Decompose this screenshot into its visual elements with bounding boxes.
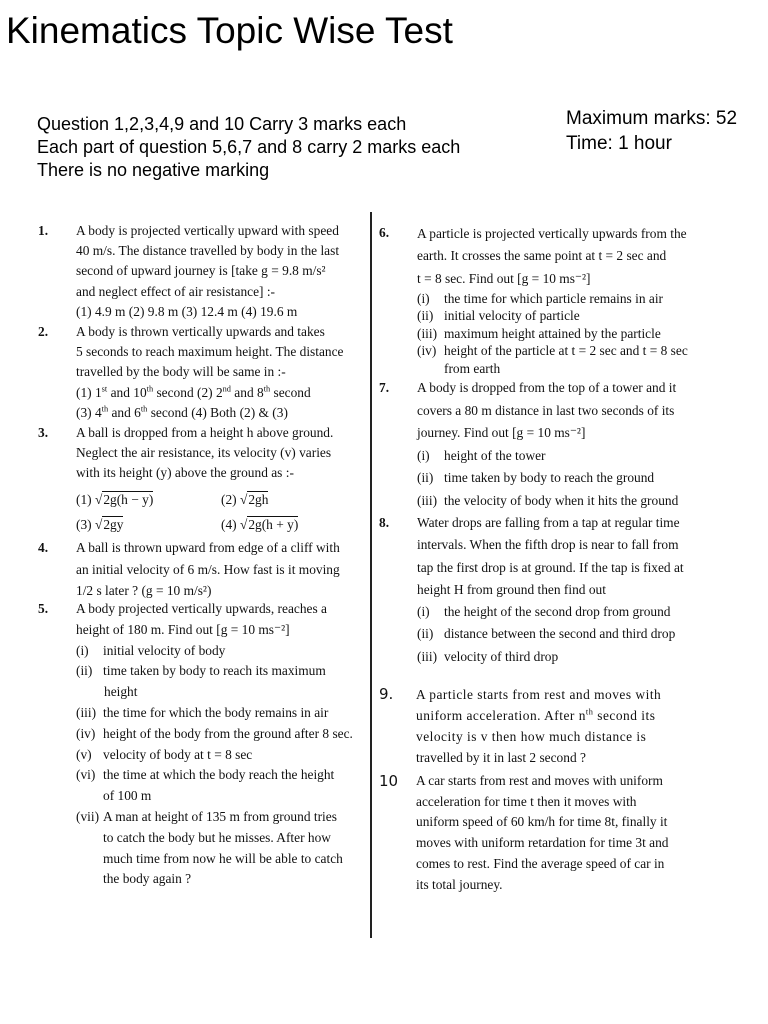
part-text: much time from now he will be able to catch	[103, 850, 343, 866]
question-text-line: acceleration for time t then it moves with	[416, 793, 637, 809]
option: (1) √2g(h − y)	[76, 491, 154, 507]
part-text: from earth	[444, 360, 501, 376]
option-expression: 2g(h + y)	[248, 516, 299, 532]
question-number: 4.	[38, 540, 49, 555]
question-part	[417, 342, 688, 377]
part-label: (i)	[417, 290, 430, 306]
instructions	[37, 113, 460, 182]
part-label: (i)	[417, 604, 430, 620]
page-title: Kinematics Topic Wise Test	[6, 10, 453, 51]
question-text-line: journey. Find out [g = 10 ms⁻²]	[417, 425, 586, 440]
option: (4) √2g(h + y)	[221, 516, 299, 532]
part-label: (iii)	[417, 492, 438, 508]
part-text: initial velocity of particle	[444, 308, 580, 324]
question-text-line: A body is thrown vertically upwards and takes	[76, 324, 325, 339]
option-expression: 2gh	[248, 491, 269, 507]
part-label: (iii)	[417, 648, 438, 664]
question-text-line: velocity is v then how much distance is	[416, 729, 647, 744]
part-text: to catch the body but he misses. After how	[103, 829, 331, 845]
question-number: 8.	[379, 515, 390, 530]
question-number: 5.	[38, 601, 49, 616]
part-text: height of the body from the ground after 8 sec.	[103, 725, 353, 741]
question-text-line: A car starts from rest and moves with uniform	[416, 773, 663, 788]
part-text: the body again ?	[103, 871, 192, 887]
part-text: the time at which the body reach the height	[103, 767, 335, 783]
question-text-line: moves with uniform retardation for time 3t and	[416, 835, 669, 851]
part-text: of 100 m	[103, 788, 152, 804]
question-text-line: an initial velocity of 6 m/s. How fast is it moving	[76, 561, 340, 577]
question-text-line: travelled by the body will be same in :-	[76, 364, 286, 380]
instruction-line: Question 1,2,3,4,9 and 10 Carry 3 marks each	[37, 114, 407, 134]
part-text: time taken by body to reach its maximum	[103, 663, 326, 679]
question-text-line: Neglect the air resistance, its velocity (v) varies	[76, 445, 332, 461]
answer-options: (3) 4th and 6th second (4) Both (2) & (3)	[76, 404, 288, 420]
question-text-line: covers a 80 m distance in last two seconds of its	[417, 402, 675, 418]
question-text-line: tap the first drop is at ground. If the tap is fixed at	[417, 559, 684, 575]
option-expression: 2gy	[103, 516, 124, 532]
question-text-line: uniform speed of 60 km/h for time 8t, finally it	[416, 814, 668, 830]
part-text: velocity of body at t = 8 sec	[103, 746, 253, 762]
question-part	[417, 601, 684, 623]
question-text-line: 5 seconds to reach maximum height. The distance	[76, 344, 344, 360]
option: (2) √2gh	[221, 491, 269, 507]
question-text-line: A particle starts from rest and moves with	[416, 687, 662, 702]
part-label: (i)	[417, 447, 430, 463]
part-label: (v)	[76, 746, 92, 762]
marks-and-time	[566, 106, 737, 156]
question-text-line: A body is dropped from the top of a tower and it	[417, 380, 677, 395]
answer-options	[76, 514, 366, 536]
answer-options	[76, 489, 366, 511]
part-label: (iv)	[76, 725, 96, 741]
question-part	[76, 641, 353, 662]
question-part	[76, 807, 353, 890]
answer-options: (1) 1st and 10th second (2) 2nd and 8th second	[76, 384, 311, 400]
part-text: the time for which particle remains in air	[444, 290, 664, 306]
question-number: 2.	[38, 324, 49, 339]
part-label: (iv)	[417, 343, 437, 359]
question-text-line: A particle is projected vertically upwards from the	[417, 226, 687, 241]
question-text-line: uniform acceleration. After $n^{th}$ second its	[416, 707, 656, 723]
part-text: height	[104, 684, 138, 700]
question-part	[417, 307, 688, 324]
question-text-line: and neglect effect of air resistance] :-	[76, 283, 276, 299]
part-label: (iii)	[76, 704, 97, 720]
question-text-line: Water drops are falling from a tap at regular time	[417, 515, 680, 530]
question-number: 7.	[379, 380, 390, 395]
question-text-line: 40 m/s. The distance travelled by body in the last	[76, 243, 340, 259]
question-text-line: comes to rest. Find the average speed of car in	[416, 855, 665, 871]
part-label: (ii)	[417, 308, 434, 324]
part-text: height of the particle at t = 2 sec and t = 8 sec	[444, 343, 688, 359]
question-text-line: with its height (y) above the ground as :-	[76, 465, 294, 481]
instruction-line: There is no negative marking	[37, 160, 270, 180]
question-text-line: A ball is dropped from a height h above ground.	[76, 425, 334, 440]
column-divider	[370, 212, 372, 938]
option-label: (4)	[221, 516, 237, 532]
question-part	[76, 724, 353, 745]
question-part	[417, 490, 678, 513]
question-text-line: A body projected vertically upwards, reaches a	[76, 601, 327, 616]
part-label: (vii)	[76, 808, 100, 824]
part-text: time taken by body to reach the ground	[444, 470, 655, 485]
part-text: velocity of third drop	[444, 648, 559, 664]
part-label: (ii)	[417, 470, 434, 485]
question-text-line: A body is projected vertically upward with speed	[76, 223, 339, 238]
question-part	[417, 467, 678, 490]
option-expression: 2g(h − y)	[103, 491, 154, 507]
part-text: distance between the second and third drop	[444, 626, 676, 642]
question-part	[76, 661, 353, 703]
part-label: (i)	[76, 642, 89, 658]
part-text: initial velocity of body	[103, 642, 226, 658]
option-label: (3)	[76, 516, 92, 532]
option: (3) √2gy	[76, 516, 124, 532]
question-text-line: height H from ground then find out	[417, 581, 606, 597]
maximum-marks: Maximum marks: 52	[566, 108, 738, 129]
question-part	[417, 623, 684, 645]
question-part	[76, 765, 353, 807]
question-part	[417, 646, 684, 668]
question-number: 9.	[379, 685, 394, 703]
question-text-line: 1/2 s later ? (g = 10 m/s²)	[76, 583, 212, 598]
part-label: (iii)	[417, 325, 438, 341]
answer-options: (1) 4.9 m (2) 9.8 m (3) 12.4 m (4) 19.6 m	[76, 303, 298, 319]
question-part	[417, 325, 688, 342]
question-text-line: height of 180 m. Find out [g = 10 ms⁻²]	[76, 621, 290, 637]
question-part	[76, 745, 353, 766]
question-number: 10	[379, 772, 399, 790]
option-label: (1)	[76, 491, 92, 507]
part-label: (ii)	[76, 663, 93, 679]
part-text: maximum height attained by the particle	[444, 325, 661, 341]
option-label: (2)	[221, 491, 237, 507]
question-text-line: earth. It crosses the same point at t = 2 sec and	[417, 248, 667, 264]
question-text-line: intervals. When the fifth drop is near to fall from	[417, 537, 679, 553]
part-text: the velocity of body when it hits the ground	[444, 492, 679, 508]
part-label: (vi)	[76, 767, 96, 783]
part-label: (ii)	[417, 626, 434, 642]
question-number: 1.	[38, 223, 49, 238]
part-text: A man at height of 135 m from ground tries	[103, 808, 337, 824]
part-text: the height of the second drop from ground	[444, 604, 671, 620]
part-text: height of the tower	[444, 447, 546, 463]
question-text-line: travelled by it in last 2 second ?	[416, 750, 586, 765]
part-text: the time for which the body remains in air	[103, 704, 329, 720]
question-part	[417, 445, 678, 468]
question-text-line: A ball is thrown upward from edge of a cliff with	[76, 540, 340, 555]
question-text-line: second of upward journey is [take g = 9.8 m/s²	[76, 263, 326, 279]
question-number: 3.	[38, 425, 49, 440]
question-text-line: its total journey.	[416, 876, 503, 892]
question-number: 6.	[379, 225, 390, 240]
question-part	[76, 703, 353, 724]
question-text-line: t = 8 sec. Find out [g = 10 ms⁻²]	[417, 270, 591, 286]
time-limit: Time: 1 hour	[566, 133, 672, 154]
instruction-line: Each part of question 5,6,7 and 8 carry 2 marks each	[37, 137, 461, 157]
question-part	[417, 290, 688, 307]
